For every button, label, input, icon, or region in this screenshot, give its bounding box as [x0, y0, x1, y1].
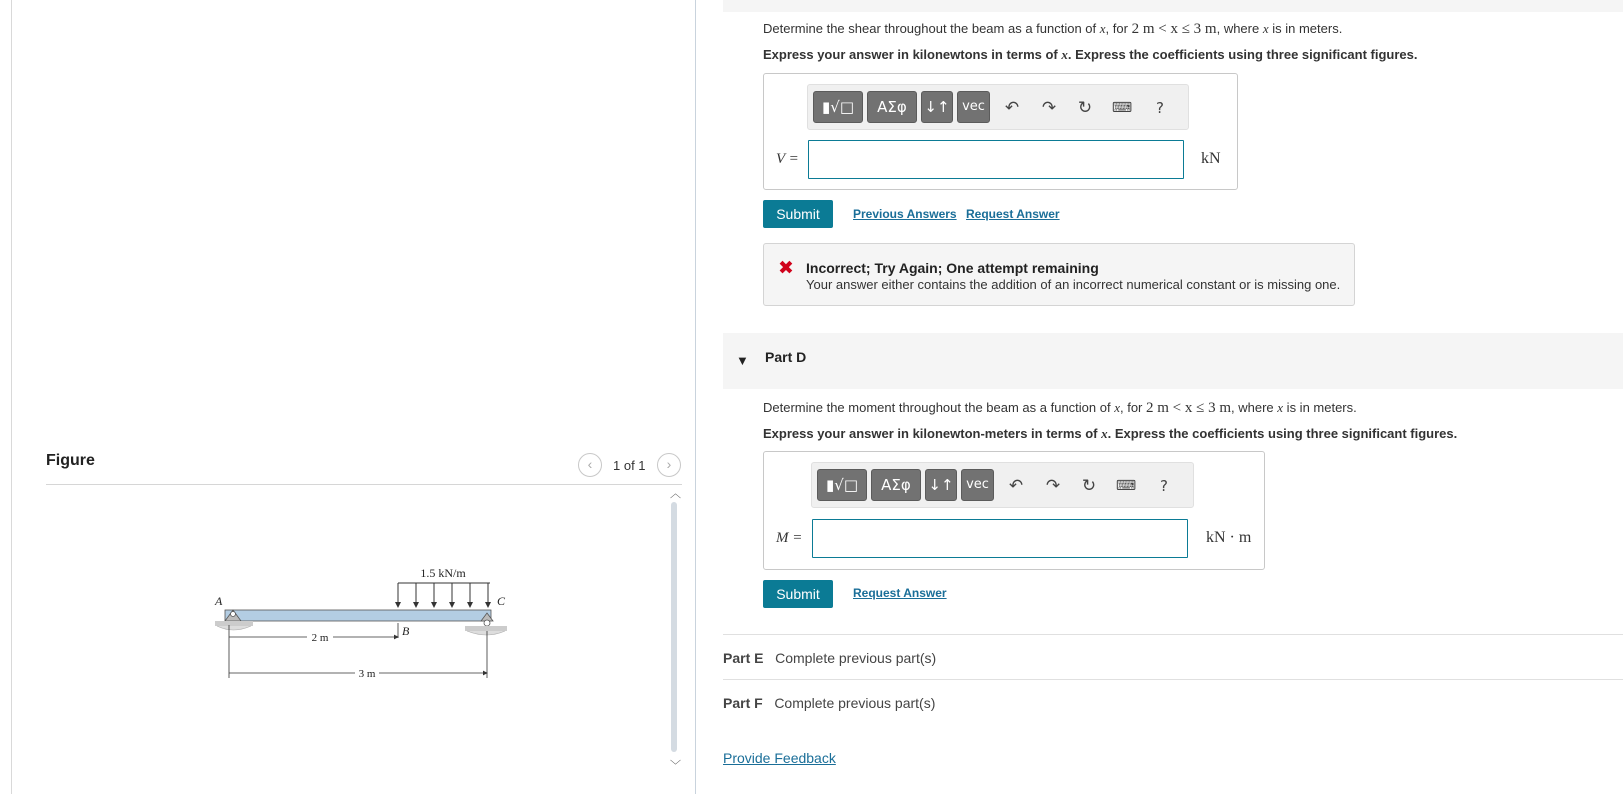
load-label: 1.5 kN/m [420, 566, 466, 580]
part-f-status: Complete previous part(s) [774, 695, 936, 711]
figure-counter: 1 of 1 [613, 458, 646, 473]
feedback-message: Your answer either contains the addition of an incorrect numerical constant or is missing one. [806, 277, 1341, 292]
part-d-instructions: Express your answer in kilonewton-meters in terms of x. Express the coefficients using three significant figures. [763, 426, 1458, 441]
label-c: C [497, 594, 506, 608]
part-d-request-answer-link[interactable]: Request Answer [853, 586, 947, 600]
help-button[interactable]: ? [1160, 477, 1168, 495]
part-d-answer-input[interactable] [812, 519, 1188, 558]
part-e-separator [723, 634, 1623, 635]
part-f-separator [723, 679, 1623, 680]
panel-divider [695, 0, 696, 794]
previous-answers-link[interactable]: Previous Answers [853, 207, 957, 221]
reset-icon[interactable]: ↻ [1077, 98, 1093, 118]
redo-icon[interactable]: ↷ [1045, 476, 1061, 496]
part-d-submit-button[interactable]: Submit [763, 580, 833, 608]
label-b: B [402, 624, 410, 638]
left-border [11, 0, 12, 794]
part-e-label: Part E [723, 650, 764, 666]
beam-diagram [195, 555, 525, 685]
dim-3m: 3 m [358, 668, 376, 680]
collapse-caret-icon[interactable]: ▼ [736, 353, 749, 368]
part-c-prompt: Determine the shear throughout the beam as a function of x, for 2 m < x ≤ 3 m, where x is in meters. [763, 21, 1343, 37]
templates-button[interactable]: ▮√□ [817, 469, 867, 501]
figure-scrollbar[interactable] [671, 502, 677, 752]
help-button[interactable]: ? [1156, 99, 1164, 117]
part-c-answer-input[interactable] [808, 140, 1184, 179]
dim-2m: 2 m [311, 632, 329, 644]
arrows-button[interactable]: ↓↑ [925, 469, 957, 501]
part-c-var-label: V = [776, 151, 799, 167]
header-strip [723, 0, 1623, 12]
redo-icon[interactable]: ↷ [1041, 98, 1057, 118]
part-c-request-answer-link[interactable]: Request Answer [966, 207, 1060, 221]
templates-button[interactable]: ▮√□ [813, 91, 863, 123]
chevron-left-icon: ‹ [587, 456, 593, 472]
feedback-box [763, 243, 1355, 306]
provide-feedback-link[interactable]: Provide Feedback [723, 750, 836, 766]
part-d-title[interactable]: Part D [765, 349, 807, 365]
figure-title: Figure [46, 452, 95, 469]
part-c-submit-button[interactable]: Submit [763, 200, 833, 228]
part-c-instructions: Express your answer in kilonewtons in terms of x. Express the coefficients using three significant figures. [763, 47, 1418, 62]
error-x-icon: ✖ [778, 257, 794, 279]
part-d-unit: kN · m [1206, 529, 1252, 546]
undo-icon[interactable]: ↶ [1008, 476, 1024, 496]
label-a: A [215, 594, 223, 608]
part-e-row [723, 650, 936, 666]
chevron-right-icon: › [666, 456, 672, 472]
feedback-title: Incorrect; Try Again; One attempt remaining [806, 260, 1099, 276]
part-d-toolbar [811, 462, 1194, 508]
figure-next-button[interactable] [657, 453, 681, 477]
reset-icon[interactable]: ↻ [1081, 476, 1097, 496]
greek-button[interactable]: ΑΣφ [867, 91, 917, 123]
part-c-toolbar [807, 84, 1189, 130]
keyboard-icon[interactable]: ⌨ [1115, 478, 1137, 494]
load-arrows [398, 583, 488, 607]
vec-button[interactable]: vec [957, 91, 990, 123]
part-d-answer-box [763, 451, 1265, 570]
greek-button[interactable]: ΑΣφ [871, 469, 921, 501]
vec-button[interactable]: vec [961, 469, 994, 501]
part-c-answer-box [763, 73, 1238, 190]
part-e-status: Complete previous part(s) [775, 650, 937, 666]
undo-icon[interactable]: ↶ [1004, 98, 1020, 118]
scroll-up-icon[interactable]: ︿ [670, 488, 681, 500]
beam [225, 610, 491, 621]
part-f-label: Part F [723, 695, 763, 711]
part-d-var-label: M = [776, 530, 803, 546]
part-d-header[interactable] [723, 333, 1623, 389]
scroll-down-icon[interactable]: ﹀ [670, 760, 681, 772]
figure-divider [46, 484, 682, 485]
keyboard-icon[interactable]: ⌨ [1111, 100, 1133, 116]
part-d-prompt: Determine the moment throughout the beam as a function of x, for 2 m < x ≤ 3 m, where x is in meters. [763, 400, 1357, 416]
part-f-row [723, 695, 935, 711]
part-c-unit: kN [1201, 150, 1221, 167]
arrows-button[interactable]: ↓↑ [921, 91, 953, 123]
figure-prev-button[interactable] [578, 453, 602, 477]
